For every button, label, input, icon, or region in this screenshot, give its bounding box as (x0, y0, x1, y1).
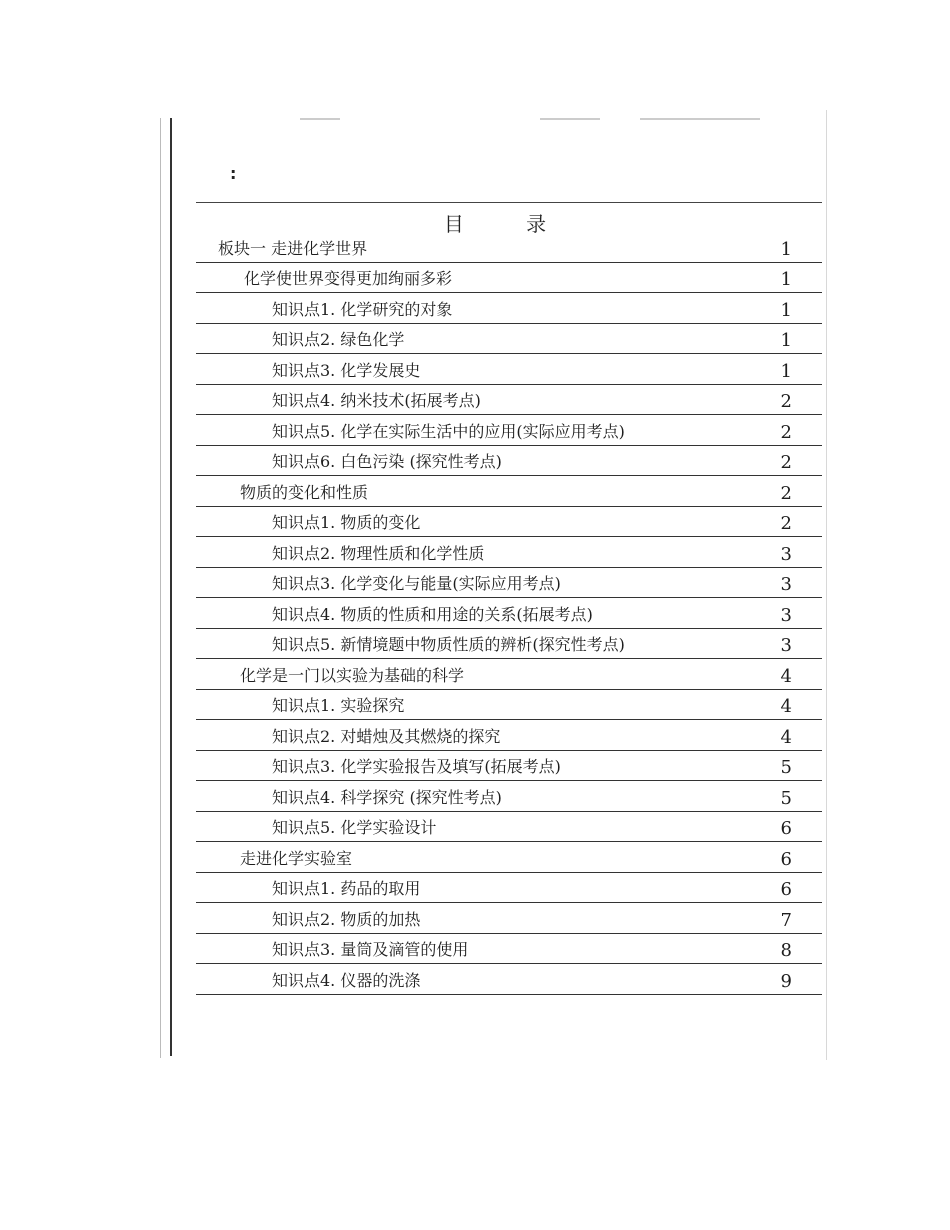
toc-entry-title: 知识点4. 科学探究 (探究性考点) (272, 787, 502, 807)
toc-entry-title: 走进化学实验室 (240, 848, 353, 868)
toc-entry-page-number: 3 (780, 635, 792, 656)
toc-entry (196, 324, 822, 355)
toc-entry (196, 446, 822, 477)
toc-entry-title: 知识点2. 对蜡烛及其燃烧的探究 (272, 726, 501, 746)
toc-entry-title: 物质的变化和性质 (240, 482, 369, 502)
toc-entry-title: 知识点2. 绿色化学 (272, 330, 405, 349)
toc-entry-page-number: 6 (780, 818, 792, 839)
page-title: 目 录 (443, 212, 575, 236)
toc-entry (196, 751, 822, 782)
toc-entry (196, 293, 822, 324)
toc-entry-page-number: 6 (780, 848, 792, 870)
scan-artifact (540, 118, 600, 120)
toc-entry (196, 964, 822, 995)
toc-entry-page-number: 1 (780, 238, 792, 260)
toc-entry-page-number: 7 (780, 909, 792, 931)
toc-entry-page-number: 5 (780, 757, 792, 778)
right-margin-line (826, 110, 827, 1060)
toc-entry (196, 232, 822, 263)
toc-entry-title: 知识点5. 化学实验设计 (272, 818, 437, 837)
toc-entry-page-number: 1 (780, 299, 792, 321)
toc-entry-title: 知识点1. 实验探究 (272, 696, 405, 715)
toc-entry (196, 690, 822, 721)
toc-entry-title: 知识点5. 新情境题中物质性质的辨析(探究性考点) (272, 635, 625, 654)
toc-entry (196, 415, 822, 446)
toc-entry-title: 化学是一门以实验为基础的科学 (240, 665, 465, 685)
toc-entry-title: 知识点1. 药品的取用 (272, 879, 421, 898)
toc-entry (196, 659, 822, 690)
top-rule (196, 202, 822, 203)
toc-entry-page-number: 1 (780, 330, 792, 351)
toc-entry-page-number: 3 (780, 543, 792, 565)
colon-mark: : (230, 164, 237, 183)
left-margin-line (170, 118, 172, 1056)
toc-entry-title: 知识点6. 白色污染 (探究性考点) (272, 452, 502, 471)
toc-entry (196, 354, 822, 385)
toc-entry-title: 知识点2. 物质的加热 (272, 909, 421, 929)
toc-entry-page-number: 2 (780, 482, 792, 504)
table-of-contents (196, 232, 822, 995)
toc-entry (196, 629, 822, 660)
toc-entry (196, 781, 822, 812)
scan-artifact (300, 118, 340, 120)
toc-entry (196, 385, 822, 416)
toc-entry-page-number: 2 (780, 513, 792, 534)
toc-entry-title: 知识点4. 物质的性质和用途的关系(拓展考点) (272, 604, 593, 624)
toc-entry (196, 568, 822, 599)
toc-entry (196, 720, 822, 751)
toc-entry-title: 知识点3. 化学变化与能量(实际应用考点) (272, 574, 561, 593)
toc-entry (196, 507, 822, 538)
toc-entry-page-number: 4 (780, 696, 792, 717)
toc-entry-page-number: 2 (780, 391, 792, 412)
toc-entry-title: 知识点4. 纳米技术(拓展考点) (272, 391, 481, 410)
left-margin-line-thin (160, 118, 161, 1058)
toc-entry-page-number: 5 (780, 787, 792, 809)
toc-entry-title: 知识点3. 化学实验报告及填写(拓展考点) (272, 757, 561, 776)
toc-entry-title: 知识点3. 量筒及滴管的使用 (272, 940, 469, 959)
toc-entry-page-number: 1 (780, 269, 792, 290)
toc-entry (196, 903, 822, 934)
toc-entry-title: 知识点2. 物理性质和化学性质 (272, 543, 485, 563)
toc-entry (196, 812, 822, 843)
toc-entry-title: 板块一 走进化学世界 (218, 238, 368, 258)
toc-entry (196, 873, 822, 904)
toc-entry (196, 842, 822, 873)
toc-entry-page-number: 4 (780, 665, 792, 687)
toc-entry-title: 知识点3. 化学发展史 (272, 360, 421, 380)
toc-entry (196, 263, 822, 294)
toc-entry-title: 知识点1. 化学研究的对象 (272, 299, 453, 319)
toc-entry-title: 知识点1. 物质的变化 (272, 513, 421, 532)
toc-entry-page-number: 6 (780, 879, 792, 900)
scan-artifact (640, 118, 760, 120)
toc-entry-page-number: 4 (780, 726, 792, 748)
toc-entry-page-number: 2 (780, 452, 792, 473)
toc-entry (196, 598, 822, 629)
toc-entry-title: 知识点4. 仪器的洗涤 (272, 970, 421, 990)
toc-entry-page-number: 8 (780, 940, 792, 961)
toc-entry-title: 化学使世界变得更加绚丽多彩 (244, 269, 453, 288)
toc-entry-page-number: 1 (780, 360, 792, 382)
toc-entry-page-number: 3 (780, 574, 792, 595)
toc-entry (196, 476, 822, 507)
toc-entry (196, 537, 822, 568)
toc-entry-page-number: 2 (780, 421, 792, 443)
toc-entry-title: 知识点5. 化学在实际生活中的应用(实际应用考点) (272, 421, 625, 441)
toc-entry (196, 934, 822, 965)
toc-entry-page-number: 9 (780, 970, 792, 992)
toc-entry-page-number: 3 (780, 604, 792, 626)
